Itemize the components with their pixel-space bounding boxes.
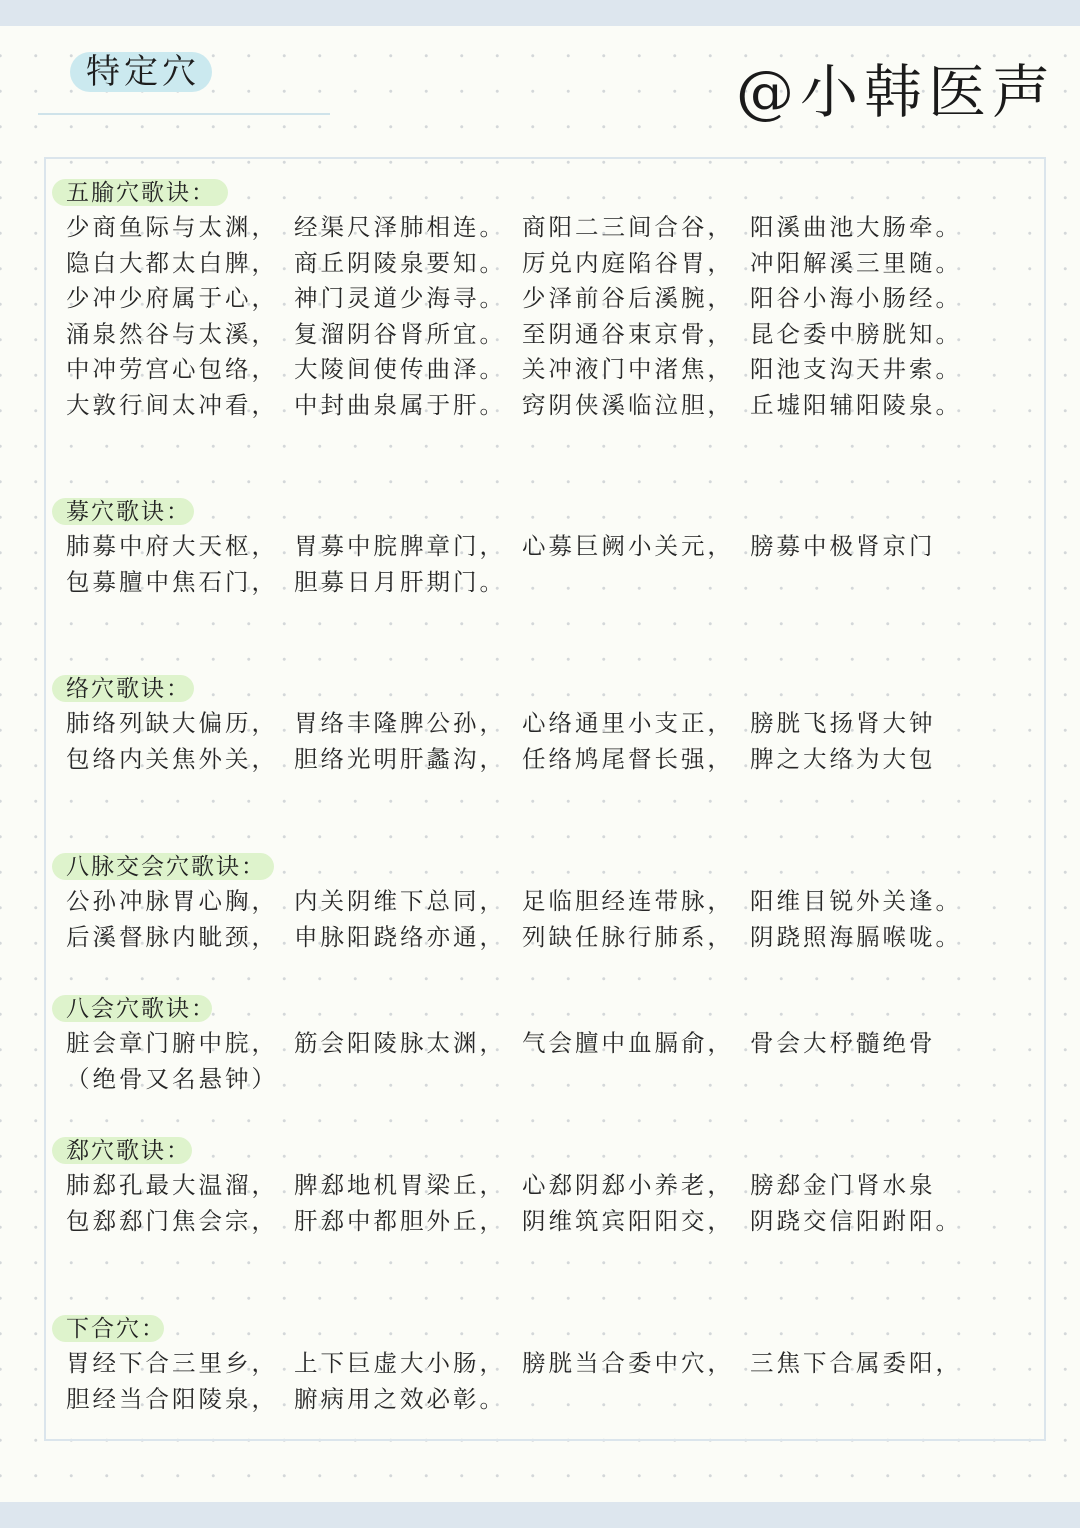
verse-phrase: 厉兑内庭陷谷胃， xyxy=(522,248,734,277)
verse-phrase: 涌泉然谷与太溪， xyxy=(66,319,278,348)
verse-phrase: 膀胱飞扬肾大钟 xyxy=(750,709,936,737)
verse-line xyxy=(66,1026,970,1062)
verse-phrase: 商丘阴陵泉要知。 xyxy=(294,248,506,277)
verse-phrase: 肺郄孔最大温溜， xyxy=(66,1171,278,1199)
verse-phrase: 包络内关焦外关， xyxy=(66,744,278,773)
verse-phrase: 胆募日月肝期门。 xyxy=(294,567,506,596)
verse-line xyxy=(66,210,970,246)
verse-phrase: 胃经下合三里乡， xyxy=(66,1349,278,1377)
verse-phrase: 膀胱当合委中穴， xyxy=(522,1349,734,1377)
verse-phrase: 神门灵道少海寻。 xyxy=(294,284,506,312)
verse-phrase: 大敦行间太冲看， xyxy=(66,390,278,419)
verse-line xyxy=(66,884,970,920)
verse-phrase: 心募巨阙小关元， xyxy=(522,532,734,560)
verse-phrase: 阳溪曲池大肠牵。 xyxy=(750,213,962,241)
verse-line xyxy=(66,565,970,601)
verse-phrase: 后溪督脉内眦颈， xyxy=(66,922,278,951)
verse-phrase: 中冲劳宫心包络， xyxy=(66,355,278,383)
verse-phrase: 脏会章门腑中脘， xyxy=(66,1029,278,1057)
verse-phrase: 阴跷照海膈喉咙。 xyxy=(750,922,962,951)
verse-note: （绝骨又名悬钟） xyxy=(66,1064,278,1093)
verse-phrase: 列缺任脉行肺系， xyxy=(522,922,734,951)
verse-phrase: 少商鱼际与太渊， xyxy=(66,213,278,241)
verse-phrase: 脾之大络为大包 xyxy=(750,744,936,773)
verse-phrase: 隐白大都太白脾， xyxy=(66,248,278,277)
verse-phrase: 三焦下合属委阳， xyxy=(750,1349,962,1377)
verse-phrase: 中封曲泉属于肝。 xyxy=(294,390,506,419)
verse-phrase: 胆经当合阳陵泉， xyxy=(66,1384,278,1413)
verse-line xyxy=(66,388,970,424)
section-bahui xyxy=(66,992,970,1097)
brand-signature: @小韩医声 xyxy=(735,58,1056,126)
verse-phrase: 任络鸠尾督长强， xyxy=(522,744,734,773)
verse-phrase: 胃募中脘脾章门， xyxy=(294,532,506,560)
section-heading xyxy=(66,672,970,706)
verse-phrase: 少泽前谷后溪腕， xyxy=(522,284,734,312)
verse-phrase: 至阴通谷束京骨， xyxy=(522,319,734,348)
verse-phrase: 肝郄中都胆外丘， xyxy=(294,1206,506,1235)
section-wushu xyxy=(66,176,970,423)
verse-line xyxy=(66,529,970,565)
page-title: 特定穴 xyxy=(86,52,200,92)
verse-line xyxy=(66,1204,970,1240)
verse-phrase: 筋会阳陵脉太渊， xyxy=(294,1029,506,1057)
title-underline xyxy=(38,113,330,115)
verse-phrase: 肺募中府大天枢， xyxy=(66,532,278,560)
section-heading-text: 八脉交会穴歌诀： xyxy=(66,854,266,880)
verse-phrase: 阳谷小海小肠经。 xyxy=(750,284,962,312)
verse-line xyxy=(66,281,970,317)
section-heading-text: 募穴歌诀： xyxy=(66,499,191,525)
verse-phrase: 气会膻中血膈俞， xyxy=(522,1029,734,1057)
verse-phrase: 胆络光明肝蠡沟， xyxy=(294,744,506,773)
section-xi xyxy=(66,1134,970,1239)
verse-phrase: 经渠尺泽肺相连。 xyxy=(294,213,506,241)
section-heading-text: 八会穴歌诀： xyxy=(66,996,216,1022)
section-luo xyxy=(66,672,970,777)
section-heading xyxy=(66,495,970,529)
verse-phrase: 大陵间使传曲泽。 xyxy=(294,355,506,383)
verse-line xyxy=(66,1382,970,1418)
section-xiahe xyxy=(66,1312,970,1417)
verse-phrase: 阴维筑宾阳阳交， xyxy=(522,1206,734,1235)
verse-phrase: 足临胆经连带脉， xyxy=(522,887,734,915)
verse-phrase: 膀募中极肾京门 xyxy=(750,532,936,560)
bottom-margin xyxy=(0,1502,1080,1528)
verse-phrase: 脾郄地机胃梁丘， xyxy=(294,1171,506,1199)
section-heading xyxy=(66,1312,970,1346)
verse-phrase: 内关阴维下总同， xyxy=(294,887,506,915)
verse-line xyxy=(66,352,970,388)
verse-phrase: 包郄郄门焦会宗， xyxy=(66,1206,278,1235)
verse-phrase: 阴跷交信阳跗阳。 xyxy=(750,1206,962,1235)
verse-phrase: 阳维目锐外关逢。 xyxy=(750,887,962,915)
verse-phrase: 关冲液门中渚焦， xyxy=(522,355,734,383)
verse-phrase: 昆仑委中膀胱知。 xyxy=(750,319,962,348)
verse-phrase: 少冲少府属于心， xyxy=(66,284,278,312)
verse-phrase: 骨会大杼髓绝骨 xyxy=(750,1029,936,1057)
verse-line xyxy=(66,706,970,742)
verse-line xyxy=(66,1346,970,1382)
verse-phrase: 包募膻中焦石门， xyxy=(66,567,278,596)
section-heading xyxy=(66,176,970,210)
verse-phrase: 心络通里小支正， xyxy=(522,709,734,737)
verse-phrase: 胃络丰隆脾公孙， xyxy=(294,709,506,737)
verse-line xyxy=(66,742,970,778)
verse-phrase: 窍阴侠溪临泣胆， xyxy=(522,390,734,419)
verse-phrase: 公孙冲脉胃心胸， xyxy=(66,887,278,915)
section-bamai xyxy=(66,850,970,955)
section-heading-text: 郄穴歌诀： xyxy=(66,1138,191,1164)
verse-line xyxy=(66,317,970,353)
verse-phrase: 上下巨虚大小肠， xyxy=(294,1349,506,1377)
section-heading-text: 五腧穴歌诀： xyxy=(66,180,216,206)
section-heading-text: 下合穴： xyxy=(66,1316,166,1342)
verse-line xyxy=(66,920,970,956)
verse-phrase: 冲阳解溪三里随。 xyxy=(750,248,962,277)
verse-phrase: 膀郄金门肾水泉 xyxy=(750,1171,936,1199)
verse-phrase: 腑病用之效必彰。 xyxy=(294,1384,506,1413)
verse-line xyxy=(66,1168,970,1204)
section-heading-text: 络穴歌诀： xyxy=(66,676,191,702)
verse-note-line xyxy=(66,1062,970,1098)
section-mu xyxy=(66,495,970,600)
verse-phrase: 阳池支沟天井索。 xyxy=(750,355,962,383)
section-heading xyxy=(66,850,970,884)
verse-phrase: 丘墟阳辅阳陵泉。 xyxy=(750,390,962,419)
verse-phrase: 申脉阳跷络亦通， xyxy=(294,922,506,951)
verse-phrase: 商阳二三间合谷， xyxy=(522,213,734,241)
verse-phrase: 肺络列缺大偏历， xyxy=(66,709,278,737)
section-heading xyxy=(66,1134,970,1168)
section-heading xyxy=(66,992,970,1026)
verse-phrase: 心郄阴郄小养老， xyxy=(522,1171,734,1199)
verse-line xyxy=(66,246,970,282)
verse-phrase: 复溜阴谷肾所宜。 xyxy=(294,319,506,348)
